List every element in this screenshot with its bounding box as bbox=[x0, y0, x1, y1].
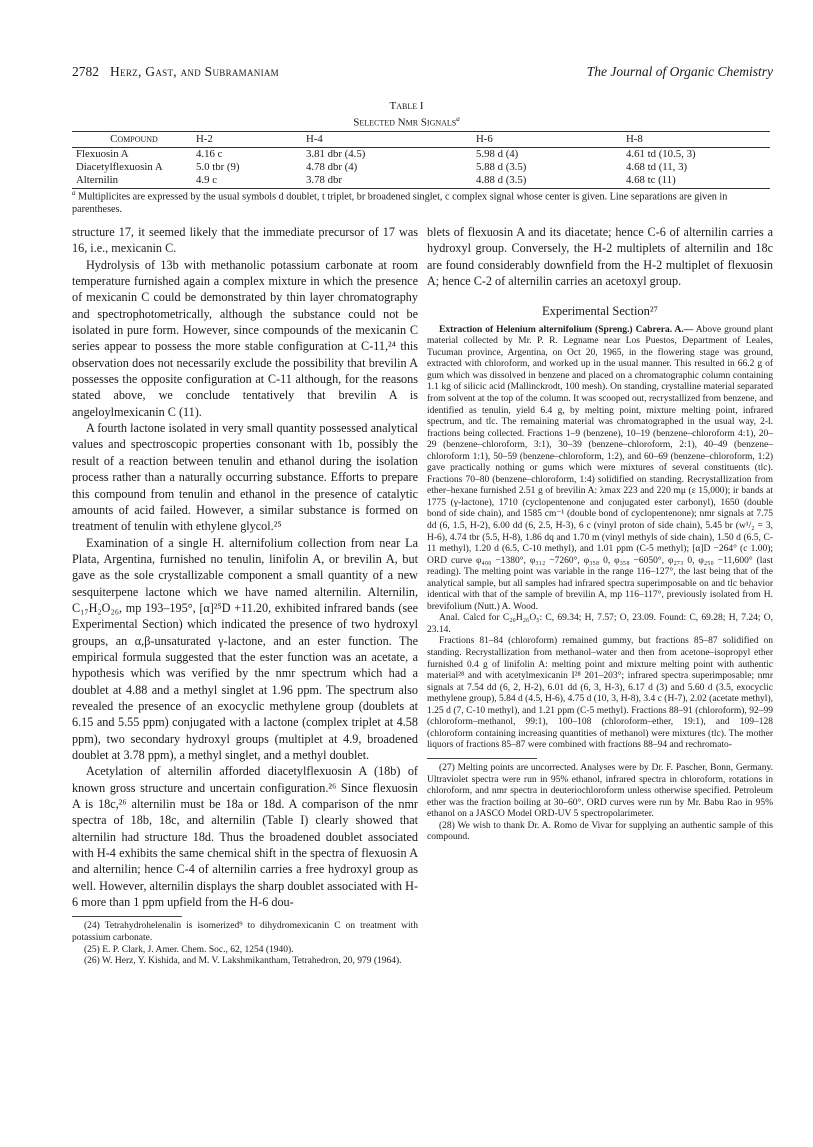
footnote: (25) E. P. Clark, J. Amer. Chem. Soc., 62, 1254 (1940). bbox=[84, 944, 294, 955]
body-paragraph: blets of flexuosin A and its diacetate; hence C-6 of alternilin carries a hydroxyl group. Conversely, the H-2 multiplets of alternilin and 18c are found considerably downfield from the H-2 multiplet of flexuosin A; hence C-2 of alternilin carries an acetoxyl group. bbox=[427, 225, 773, 289]
journal-name: The Journal of Organic Chemistry bbox=[586, 64, 773, 79]
table-header-row bbox=[72, 132, 770, 148]
footnote: (24) Tetrahydrohelenalin is isomerized⁹ to dihydromexicanin C on treatment with potassium carbonate. bbox=[72, 921, 418, 943]
experimental-text bbox=[427, 325, 773, 844]
table-cell: Alternilin bbox=[72, 174, 192, 189]
col-header: H-2 bbox=[192, 132, 302, 148]
table-footnote-text: Multiplicites are expressed by the usual symbols d doublet, t triplet, br broadened singlet, c complex signal whose center is given. Line separations are given in parentheses. bbox=[72, 191, 728, 216]
footnote: (27) Melting points are uncorrected. Analyses were by Dr. F. Pascher, Bonn, Germany. Ultraviolet spectra were run in 95% ethanol, infrared spectra in chloroform, rotations in chloroform, and nmr spectra in deuteriochloroform unless otherwise specified. Petroleum ether was the fraction boiling at 30–60°. ORD curves were run by Mr. Babu Rao in 95% ethanol on a JASCO Model ORD-UV 5 spectropolarimeter. bbox=[427, 762, 773, 820]
table-cell: 5.0 tbr (9) bbox=[196, 161, 240, 173]
footnote-rule bbox=[72, 916, 182, 917]
table-title-mark: a bbox=[456, 115, 460, 123]
table-row bbox=[72, 161, 770, 174]
table-footnote-mark: a bbox=[72, 189, 76, 197]
table-row bbox=[72, 148, 770, 162]
nmr-table bbox=[72, 131, 770, 189]
page-number: 2782 bbox=[72, 64, 99, 79]
table-cell: 4.16 c bbox=[196, 148, 223, 160]
right-column bbox=[427, 224, 773, 844]
col-header: H-6 bbox=[472, 132, 622, 148]
table-title-text: Selected Nmr Signals bbox=[353, 116, 457, 129]
experimental-lead: Extraction of Helenium alternifolium (Spreng.) Cabrera. A.— bbox=[439, 324, 694, 335]
table-cell: Flexuosin A bbox=[76, 148, 129, 160]
experimental-paragraph bbox=[427, 325, 773, 614]
experimental-paragraph: Fractions 81–84 (chloroform) remained gummy, but fractions 85–87 solidified on standing. Recrystallization from methanol–water and then from acetone–isopropyl ether furnished 0.4 g of linifolin A: melting point and mixture melting point with authentic material²⁸ and with acetylmexicanin I²⁸ 201–203°; infrared spectra superimposable; nmr signals at 7.54 dd (6, 2, H-2), 6.01 dd (6, 3, H-3), 6.17 d (3) and 5.60 d (3.5, exocyclic methylene group), 5.84 d (4.5, H-6), 4.75 d (10, 3, H-8), 3.4 c (H-7), 2.02 (acetate methyl), 1.25 d (7, C-10 methyl), and 1.21 ppm (C-5 methyl). Fractions 88–91 (chloroform), 92–99 (chloroform–methanol, 99:1), 100–108 (chloroform–ether, 19:1), and 109–128 (chloroform containing increasing quantities of methanol) were mixtures (tlc). The mother liquors of fractions 85–87 were combined with fractions 88–94 and rechromato- bbox=[427, 636, 773, 751]
footnote: (26) W. Herz, Y. Kishida, and M. V. Lakshmikantham, Tetrahedron, 20, 979 (1964). bbox=[84, 956, 402, 967]
table-cell: 3.78 dbr bbox=[302, 174, 472, 189]
analysis-line: Anal. Calcd for C₂₀H₂₆O₅: C, 69.34; H, 7.57; O, 23.09. Found: C, 69.28; H, 7.24; O, 23.14. bbox=[427, 613, 773, 635]
table-cell: Diacetylflexuosin A bbox=[76, 161, 163, 173]
col-header: Compound bbox=[72, 132, 192, 148]
body-paragraph: Acetylation of alternilin afforded diacetylflexuosin A (18b) of known gross structure and uncertain configuration.²⁶ Since flexuosin A is 18c,²⁶ alternilin must be 18a or 18d. A comparison of the nmr spectra of 18b, 18c, and alternilin (Table I) clearly showed that alternilin had structure 18d. Thus the broadened doublet associated with H-4 exhibits the same chemical shift in the spectra of flexuosin A and alternilin; hence C-4 of alternilin carries a free hydroxyl group as well. However, alternilin displays the sharp doublet associated with H-6 more than 1 ppm upfield from the H-6 dou- bbox=[72, 764, 418, 910]
body-paragraph: structure 17, it seemed likely that the immediate precursor of 17 was 16, i.e., mexicanin C. bbox=[72, 225, 418, 256]
table-cell: 5.88 d (3.5) bbox=[476, 161, 527, 173]
table-cell: 4.68 tc (11) bbox=[622, 174, 770, 189]
running-header bbox=[72, 64, 773, 84]
table-cell: 4.61 td (10.5, 3) bbox=[626, 148, 696, 160]
experimental-text-body: Above ground plant material collected by Mr. P. R. Legname near Los Puestos, Department of Leales, Tucuman province, Argentina, on Oct 20, 1965, in the flowering stage was ground, extracted with chloroform, and worked up in the usual manner. This resulted in 66.2 g of gum which was dissolved in benzene and placed on a chromatographic column containing 1.1 kg of silicic acid (Mallinckrodt, 100 mesh). On standing, crystalline material separated from solvent at the top of the column. It was scooped out, recrystallized from benzene, and identified as tenulin, yield 6.4 g, by melting point, mixture melting point, infrared spectrum, and tlc. The remaining material was chromatographed in the usual way, 2-l. fractions being collected. Fractions 1–9 (benzene), 10–19 (benzene–chloroform 4:1), 20–29 (benzene–chloroform, 3:1), 30–39 (benzene–chloroform, 2:1), 40–49 (benzene–chloroform 1:1), 50–59 (benzene–chloroform, 1:2), and 60–69 (benzene–chloroform, 1:2) gave practically nothing or gums which were mixtures of several constituents (tlc). Fractions 70–80 (benzene–chloroform, 1:4) solidified on standing. Recrystallization from ether–hexane furnished 2.51 g of brevilin A: λmax 223 and 220 mμ (ε 15,000); ir bands at 1775 (γ-lactone), 1710 (cyclopentenone and conjugated ester carbonyl), 1650 (double bond of side chain), and 1585 cm⁻¹ (double bond of cyclopentenone); nmr signals at 7.75 dd (6, 1.5, H-2), 6.00 dd (6, 2.5, H-3), 6 c (vinyl proton of side chain), 5.45 br (w¹/₂ = 3, H-6), 4.74 tbr (5.5, H-8), 1.86 dq and 1.70 m (vinyl methyls of side chain), 1.50 d (6.5, C-11 methyl), 1.20 d (6.5, C-10 methyl), and 1.01 ppm (C-5 methyl); [α]D −264° (c 1.00); ORD curve φ₄₀₀ −1380°, φ₃₁₂ −7260°, φ₃₅₈ 0, φ₃₅₈ −6050°, φ₂₇₃ 0, φ₂₅₀ −11,600° (last reading). The melting point was variable in the range 116–127°, the last being that of the analytical sample, but all samples had infrared spectra superimposable on and tlc behavior identical with that of the sample of brevilin A, mp 116–117°, previously isolated from H. brevifolium (Nutt.) A. Wood. bbox=[427, 324, 773, 612]
table-cell: 4.88 d (3.5) bbox=[472, 174, 622, 189]
body-paragraph: Examination of a single H. alternifolium collection from near La Plata, Argentina, furnished no tenulin, linifolin A, or brevilin A, but gave as the sole crystallizable component a small quantity of a new sesquiterpene lactone which we have named alternilin. Alternilin, C₁₇H₂O₂₆, mp 193–195°, [α]²⁵D +11.20, exhibited infrared bands (see Experimental Section) which indicated the presence of two hydroxyl groups, an α,β-unsaturated γ-lactone, and an ester function. The empirical formula suggested that the ester function was an acetate, a hypothesis which was verified by the nmr spectrum which had a doublet at 4.88 and a methyl singlet at 1.96 ppm. The spectrum also revealed the presence of an exocyclic methylene group (doublets at 6.15 and 5.55 ppm) conjugated with a lactone (complex triplet at 4.58 ppm), two secondary hydroxyl groups (multiplet at 4.9, broadened doublet at 3.78 ppm), a methyl singlet, and a methyl doublet. bbox=[72, 535, 418, 762]
table-cell: 4.9 c bbox=[192, 174, 302, 189]
footnote-rule bbox=[427, 758, 537, 759]
col-header: H-8 bbox=[622, 132, 770, 148]
col-header: H-4 bbox=[302, 132, 472, 148]
table-footnote bbox=[72, 187, 770, 216]
left-column bbox=[72, 224, 418, 968]
body-paragraph: Hydrolysis of 13b with methanolic potassium carbonate at room temperature furnished again a complex mixture in which the presence of mexicanin C could be demonstrated by thin layer chromatography and spectrophotometrically, although the substance could not be isolated in pure form. However, since compounds of the mexicanin C series appear to possess the more stable configuration at C-11,²⁴ this observation does not necessarily exclude the possibility that brevilin A possesses the opposite configuration at C-11 although, for the reasons stated above, we conclude tentatively that brevilin A is angeloylmexicanin C (11). bbox=[72, 257, 418, 419]
table-cell: 4.78 dbr (4) bbox=[306, 161, 358, 173]
footnote: (28) We wish to thank Dr. A. Romo de Vivar for supplying an authentic sample of this compound. bbox=[427, 820, 773, 843]
table-cell: 5.98 d (4) bbox=[476, 148, 519, 160]
table-cell: 4.68 td (11, 3) bbox=[626, 161, 688, 173]
section-heading: Experimental Section²⁷ bbox=[541, 304, 659, 319]
running-authors: Herz, Gast, and Subramaniam bbox=[110, 64, 279, 79]
footnotes bbox=[72, 921, 418, 967]
body-paragraph: A fourth lactone isolated in very small quantity possessed analytical values and spectroscopic properties consonant with 1b, possibly the result of a reaction between tenulin and ethanol during the isolation process rather than a naturally occurring substance. Efforts to prepare this compound from tenulin and ethanol in the presence of catalytic amounts of acid failed. However, a similar substance is formed on treatment of tenulin with ethylene glycol.²⁵ bbox=[72, 421, 418, 534]
table-cell: 3.81 dbr (4.5) bbox=[306, 148, 366, 160]
table-caption: Table I bbox=[389, 100, 424, 112]
table-title bbox=[0, 115, 813, 129]
